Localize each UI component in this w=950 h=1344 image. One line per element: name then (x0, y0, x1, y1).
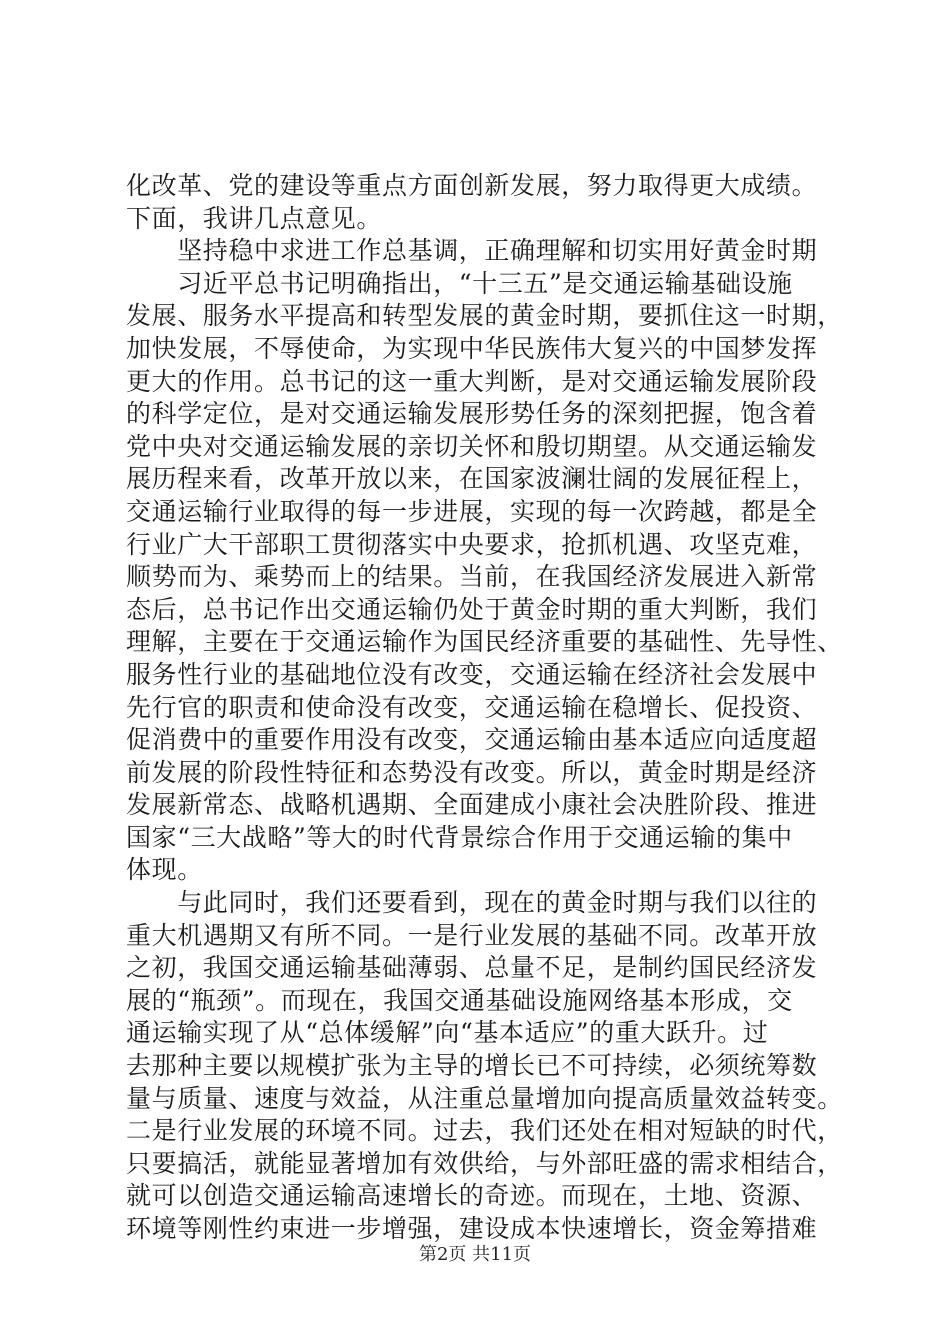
text-line: 行业广大干部职工贯彻落实中央要求，抢抓机遇、攻坚克难， (126, 529, 818, 559)
text-line: 党中央对交通运输发展的亲切关怀和殷切期望。从交通运输发 (126, 431, 818, 461)
text-line: 展历程来看，改革开放以来，在国家波澜壮阔的发展征程上， (126, 464, 818, 494)
text-line: 环境等刚性约束进一步增强，建设成本快速增长，资金筹措难 (126, 1214, 818, 1243)
text-line: 展的“瓶颈”。而现在，我国交通基础设施网络基本形成，交 (126, 985, 793, 1015)
page-footer: 第2页 共11页 (418, 1244, 532, 1265)
text-line: 之初，我国交通运输基础薄弱、总量不足，是制约国民经济发 (126, 953, 818, 983)
text-line: 理解，主要在于交通运输作为国民经济重要的基础性、先导性、 (126, 627, 843, 657)
text-line: 二是行业发展的环境不同。过去，我们还处在相对短缺的时代， (126, 1116, 843, 1146)
text-line: 量与质量、速度与效益，从注重总量增加向提高质量效益转变。 (126, 1083, 843, 1113)
text-line: 国家“三大战略”等大的时代背景综合作用于交通运输的集中 (126, 822, 793, 852)
text-line: 就可以创造交通运输高速增长的奇迹。而现在，土地、资源、 (126, 1181, 818, 1211)
text-line: 与此同时，我们还要看到，现在的黄金时期与我们以往的 (126, 888, 818, 918)
text-line: 发展、服务水平提高和转型发展的黄金时期，要抓住这一时期， (126, 301, 843, 331)
text-line: 的科学定位，是对交通运输发展形势任务的深刻把握，饱含着 (126, 399, 818, 429)
text-line: 发展新常态、战略机遇期、全面建成小康社会决胜阶段、推进 (126, 790, 818, 820)
text-line: 去那种主要以规模扩张为主导的增长已不可持续，必须统筹数 (126, 1051, 818, 1081)
text-line: 更大的作用。总书记的这一重大判断，是对交通运输发展阶段 (126, 366, 818, 396)
text-line: 体现。 (126, 855, 203, 885)
text-line: 顺势而为、乘势而上的结果。当前，在我国经济发展进入新常 (126, 562, 818, 592)
text-line: 服务性行业的基础地位没有改变，交通运输在经济社会发展中 (126, 659, 818, 689)
text-line: 通运输实现了从“总体缓解”向“基本适应”的重大跃升。过 (126, 1018, 769, 1048)
text-line: 促消费中的重要作用没有改变，交通运输由基本适应向适度超 (126, 725, 818, 755)
text-line: 态后，总书记作出交通运输仍处于黄金时期的重大判断，我们 (126, 594, 818, 624)
text-line: 只要搞活，就能显著增加有效供给，与外部旺盛的需求相结合， (126, 1148, 843, 1178)
text-line: 加快发展，不辱使命，为实现中华民族伟大复兴的中国梦发挥 (126, 333, 818, 363)
text-line: 下面，我讲几点意见。 (126, 203, 383, 233)
text-line: 化改革、党的建设等重点方面创新发展，努力取得更大成绩。 (126, 171, 818, 200)
text-line: 坚持稳中求进工作总基调，正确理解和切实用好黄金时期 (126, 236, 818, 266)
text-line: 先行官的职责和使命没有改变，交通运输在稳增长、促投资、 (126, 692, 818, 722)
text-line: 重大机遇期又有所不同。一是行业发展的基础不同。改革开放 (126, 920, 818, 950)
text-line: 前发展的阶段性特征和态势没有改变。所以，黄金时期是经济 (126, 757, 818, 787)
body-text (126, 170, 843, 1246)
text-line: 交通运输行业取得的每一步进展，实现的每一次跨越，都是全 (126, 496, 818, 526)
text-line: 习近平总书记明确指出，“十三五”是交通运输基础设施 (126, 268, 793, 298)
